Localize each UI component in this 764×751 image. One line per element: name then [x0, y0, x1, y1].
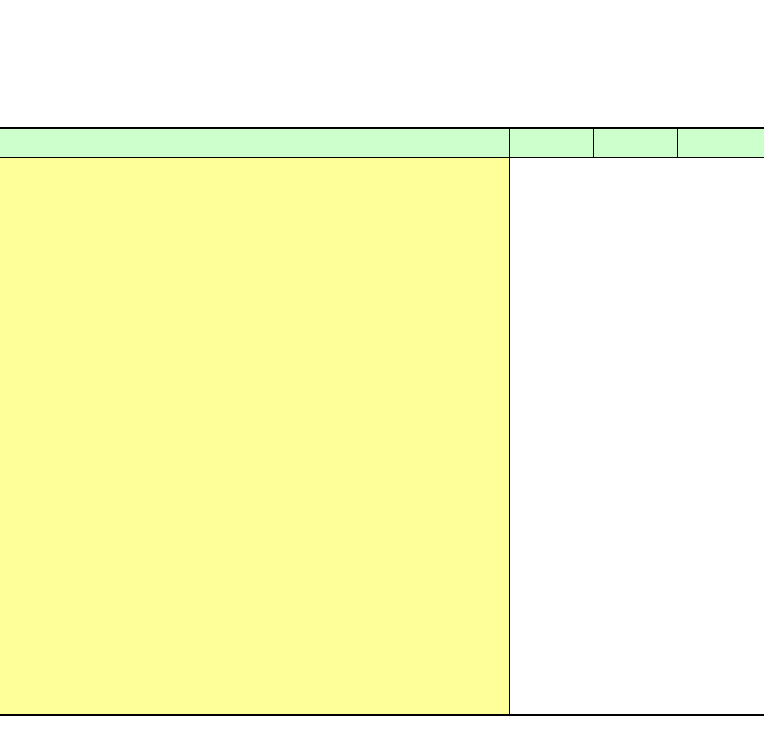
column-divider-2016: [677, 129, 678, 157]
table-bottom-rule: [0, 714, 764, 716]
item-column-background: [0, 158, 509, 714]
table-body: [0, 158, 764, 714]
table-header: [0, 129, 764, 158]
column-divider-2015: [593, 129, 594, 157]
